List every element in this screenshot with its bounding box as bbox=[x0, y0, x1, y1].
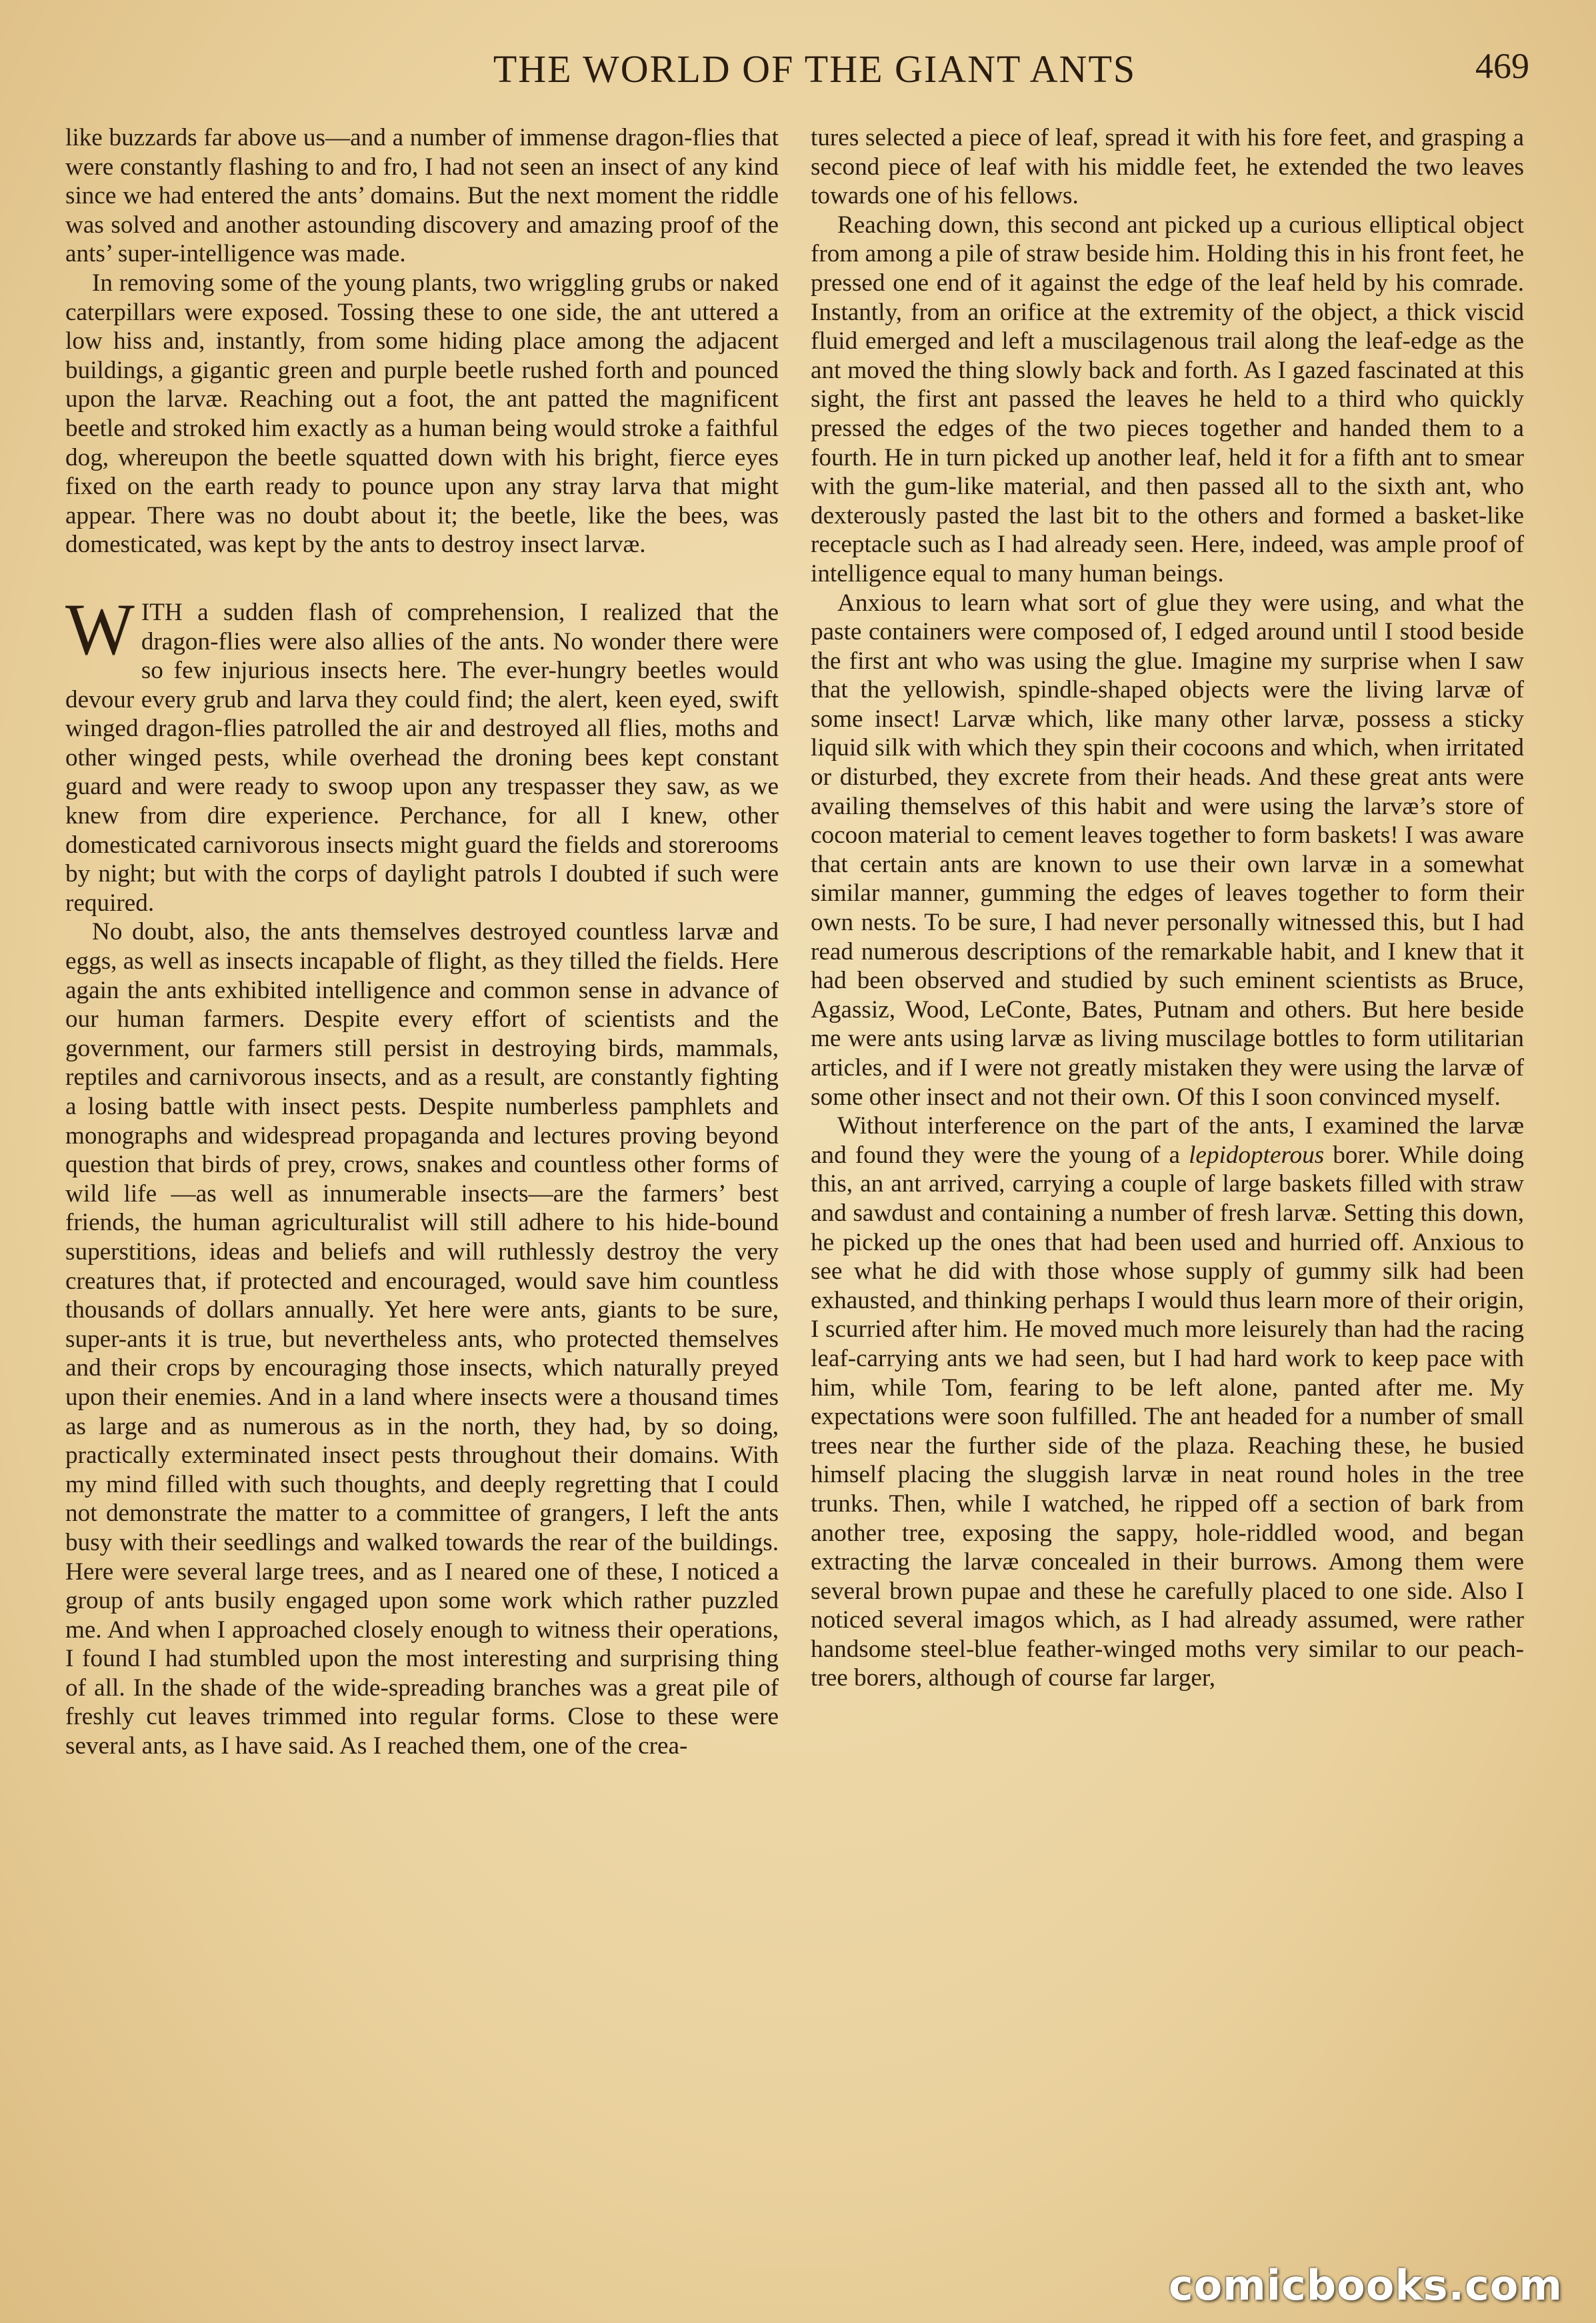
paragraph: Reaching down, this second ant picked up a curious elliptical object from among a pile of straw beside him. Holding this in his front feet, he pressed one end of it against the edge of the leaf held by his comrade. Instantly, from an orifice at the extremity of the object, a thick viscid fluid emerged and left a muscilagenous trail along the leaf-edge as the ant moved the thing slowly back and forth. As I gazed fascinated at this sight, the first ant passed the leaves he held to a third who quickly pressed the edges of the two pieces together and handed them to a fourth. He in turn picked up another leaf, held it for a fifth ant to smear with the gum-like material, and then passed all to the sixth ant, who dexterously pasted the last bit to the others and formed a basket-like receptacle such as I had already seen. Here, indeed, was ample proof of intelligence equal to many human beings. bbox=[811, 211, 1524, 587]
left-column bbox=[65, 123, 779, 1761]
drop-cap: W bbox=[65, 588, 135, 670]
paragraph-text: ITH a sudden flash of comprehension, I realized that the dragon-flies were also allies of the ants. No wonder there were so few injurious insects here. The ever-hungry beetles would devour every grub and larva they could find; the alert, keen eyed, swift winged dragon-flies patrolled the air and destroyed all flies, moths and other winged pests, while overhead the droning bees kept constant guard and were ready to swoop upon any trespasser they saw, as we knew from dire experience. Perchance, for all I knew, other domesticated carnivorous insects might guard the fields and storerooms by night; but with the corps of daylight patrols I doubted if such were required. bbox=[65, 598, 779, 917]
paragraph: like buzzards far above us—and a number of immense dragon-flies that were constantly flashing to and fro, I had not seen an insect of any kind since we had entered the ants’ domains. But the next moment the riddle was solved and another astounding discovery and amazing proof of the ants’ super-intelligence was made. bbox=[65, 124, 779, 268]
paragraph-text: borer. While doing this, an ant arrived, carrying a couple of large baskets filled with straw and sawdust and containing a number of fresh larvæ. Setting this down, he picked up the ones that had been used and hurried off. Anxious to see what he did with those whose supply of gummy silk had been exhausted, and thinking perhaps I would thus learn more of their origin, I scurried after him. He moved much more leisurely than had the racing leaf-carrying ants we had seen, but I had hard work to keep pace with him, while Tom, fearing to be left alone, panted after me. My expectations were soon fulfilled. The ant headed for a number of small trees near the further side of the plaza. Reaching these, he busied himself placing the sluggish larvæ in neat round holes in the tree trunks. Then, while I watched, he ripped off a section of bark from another tree, exposing the sappy, hole-riddled wood, and began extracting the larvæ concealed in their burrows. Among them were several brown pupae and these he carefully placed to one side. Also I noticed several imagos which, as I had already assumed, were rather handsome steel-blue feather-winged moths very similar to our peach-tree borers, although of course far larger, bbox=[811, 1141, 1524, 1692]
paragraph: In removing some of the young plants, two wriggling grubs or naked caterpillars were exposed. Tossing these to one side, the ant uttered a low hiss and, instantly, from some hiding place among the adjacent buildings, a gigantic green and purple beetle rushed forth and pounced upon the larvæ. Reaching out a foot, the ant patted the magnificent beetle and stroked him exactly as a human being would stroke a faithful dog, whereupon the beetle squatted down with his bright, fierce eyes fixed on the earth ready to pounce upon any stray larva that might appear. There was no doubt about it; the beetle, like the bees, was domesticated, was kept by the ants to destroy insect larvæ. bbox=[65, 269, 779, 559]
paragraph: tures selected a piece of leaf, spread it with his fore feet, and grasping a second piece of leaf with his middle feet, he extended the two leaves towards one of his fellows. bbox=[811, 124, 1524, 210]
paragraph-with-drop-cap bbox=[65, 588, 779, 918]
paragraph bbox=[811, 1111, 1524, 1693]
paragraph: No doubt, also, the ants themselves destroyed countless larvæ and eggs, as well as insects incapable of flight, as they tilled the fields. Here again the ants exhibited intelligence and common sense in advance of our human farmers. Despite every effort of scientists and the government, our farmers still persist in destroying birds, mammals, reptiles and carnivorous insects, and as a result, are constantly fighting a losing battle with insect pests. Despite numberless pamphlets and monographs and widespread propaganda and lectures proving beyond question that birds of prey, crows, snakes and countless other forms of wild life —as well as innumerable insects—are the farmers’ best friends, the human agriculturalist will still adhere to his hide-bound superstitions, ideas and beliefs and will ruthlessly destroy the very creatures that, if protected and encouraged, would save him countless thousands of dollars annually. Yet here were ants, giants to be sure, super-ants it is true, but nevertheless ants, who protected themselves and their crops by encouraging those insects, which naturally preyed upon their enemies. And in a land where insects were a thousand times as large and as numerous as in the north, they had, by so doing, practically exterminated insect pests throughout their domains. With my mind filled with such thoughts, and deeply regretting that I could not demonstrate the matter to a committee of grangers, I left the ants busy with their seedlings and walked towards the rear of the buildings. Here were several large trees, and as I neared one of these, I noticed a group of ants busily engaged upon some work which rather puzzled me. And when I approached closely enough to witness their operations, I found I had stumbled upon the most interesting and surprising thing of all. In the shade of the wide-spreading branches was a great pile of freshly cut leaves trimmed into regular forms. Close to these were several ants, as I have said. As I reached them, one of the crea- bbox=[65, 918, 779, 1760]
site-watermark: comicbooks.com bbox=[1168, 2261, 1563, 2310]
italic-term: lepidopterous bbox=[1189, 1141, 1325, 1169]
paragraph-text: Without interference on the part of the ants, I examined the larvæ and found they were the young of a bbox=[811, 1112, 1524, 1169]
paragraph: Anxious to learn what sort of glue they were using, and what the paste containers were composed of, I edged around until I stood beside the first ant who was using the glue. Imagine my surprise when I saw that the yellowish, spindle-shaped objects were the living larvæ of some insect! Larvæ which, like many other larvæ, possess a sticky liquid silk with which they spin their cocoons and which, when irritated or disturbed, they excrete from their heads. And these great ants were availing themselves of this habit and were using the larvæ’s store of cocoon material to cement leaves together to form baskets! I was aware that certain ants are known to use their own larvæ in a somewhat similar manner, gumming the edges of leaves together to form their own nests. To be sure, I had never personally witnessed this, but I had read numerous descriptions of the remarkable habit, and I knew that it had been observed and studied by such eminent scientists as Bruce, Agassiz, Wood, LeConte, Bates, Putnam and others. But here beside me were ants using larvæ as living muscilage bottles to form utilitarian articles, and if I were not greatly mistaken they were using the larvæ of some other insect and not their own. Of this I soon convinced myself. bbox=[811, 589, 1524, 1111]
page-number: 469 bbox=[1475, 46, 1529, 86]
page-header bbox=[100, 40, 1529, 100]
running-title: THE WORLD OF THE GIANT ANTS bbox=[493, 47, 1137, 91]
right-column bbox=[811, 123, 1524, 1693]
